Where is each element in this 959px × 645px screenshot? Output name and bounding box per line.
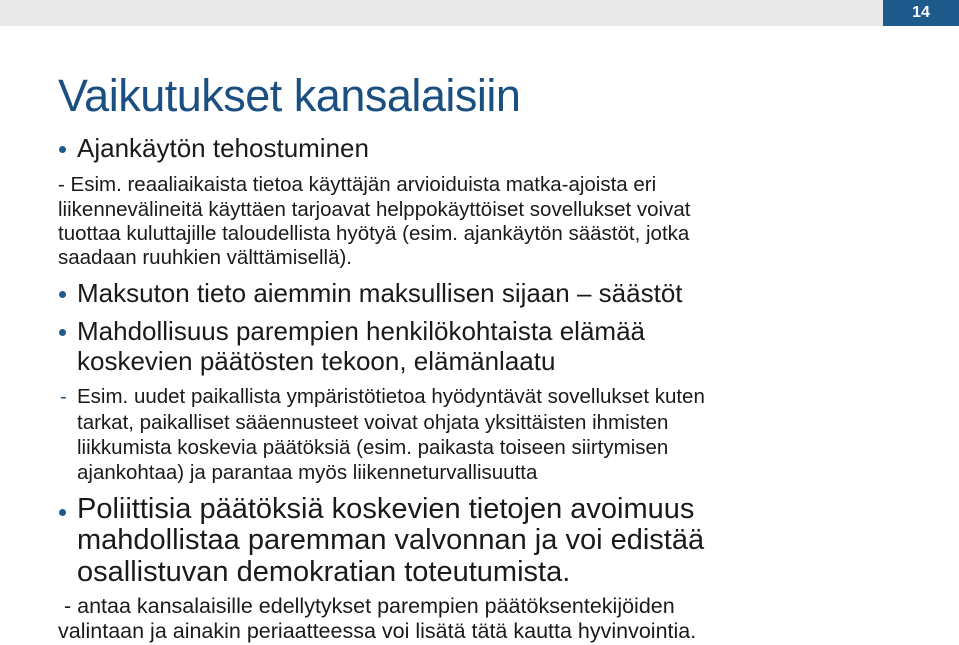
- example-line: tarkat, paikalliset sääennusteet voivat ohjata yksittäisten ihmisten: [77, 411, 669, 434]
- bullet-text: Maksuton tieto aiemmin maksullisen sijaan – säästöt: [77, 278, 683, 308]
- example-line: saadaan ruuhkien välttämisellä).: [58, 246, 352, 269]
- bullet-text: Poliittisia päätöksiä koskevien tietojen avoimuus: [77, 493, 695, 525]
- bullet-text: koskevien päätösten tekoon, elämänlaatu: [77, 346, 556, 376]
- example-line: ajankohtaa) ja parantaa myös liikenneturvallisuutta: [77, 461, 538, 484]
- bullet-dot: [59, 291, 66, 298]
- example-line: Esim. uudet paikallista ympäristötietoa hyödyntävät sovellukset kuten: [77, 385, 705, 408]
- bullet-text: Ajankäytön tehostuminen: [77, 133, 369, 163]
- example-line: - Esim. reaaliaikaista tietoa käyttäjän arvioiduista matka-ajoista eri: [58, 173, 657, 196]
- top-bar: [0, 0, 959, 26]
- bullet-dot: [59, 509, 66, 516]
- bullet-text: Mahdollisuus parempien henkilökohtaista elämää: [77, 316, 646, 346]
- example-line: tuottaa kuluttajille taloudellista hyötyä (esim. ajankäytön säästöt, jotka: [58, 222, 690, 245]
- slide-title: Vaikutukset kansalaisiin: [58, 70, 521, 121]
- dash-marker: -: [60, 385, 67, 408]
- bullet-text: mahdollistaa paremman valvonnan ja voi edistää: [77, 524, 705, 556]
- bullet-text: osallistuvan demokratian toteutumista.: [77, 556, 571, 588]
- bullet-dot: [59, 146, 66, 153]
- example-line: liikkumista koskevia päätöksiä (esim. paikasta toiseen siirtymisen: [77, 436, 669, 459]
- example-line: liikennevälineitä käyttäen tarjoavat helppokäyttöiset sovellukset voivat: [58, 198, 691, 221]
- bullet-dot: [59, 329, 66, 336]
- page-number: 14: [883, 0, 959, 26]
- closing-line: valintaan ja ainakin periaatteessa voi lisätä tätä kautta hyvinvointia.: [58, 619, 697, 643]
- closing-line: - antaa kansalaisille edellytykset parempien päätöksentekijöiden: [58, 594, 675, 618]
